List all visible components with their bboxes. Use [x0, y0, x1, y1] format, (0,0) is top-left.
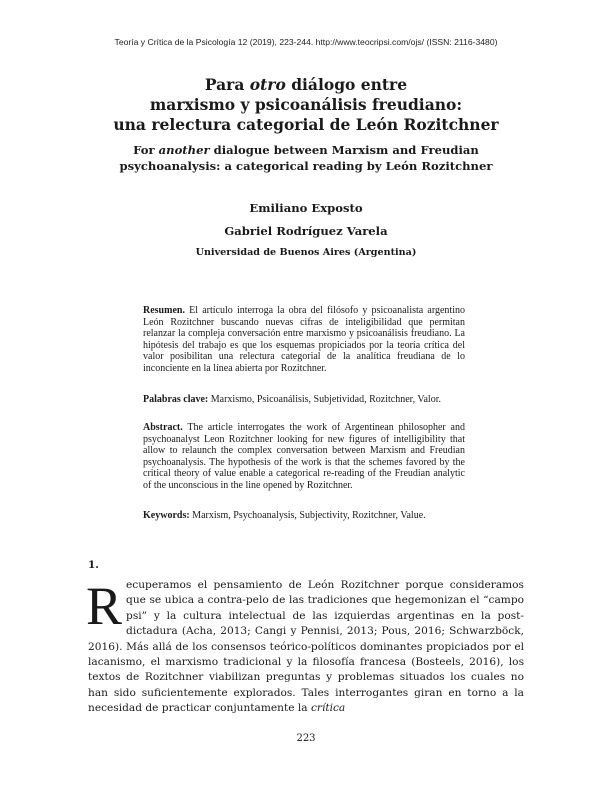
title-en-line-1: [60, 142, 552, 158]
keywords-spanish: [143, 394, 465, 406]
keywords-es-label: Palabras clave:: [143, 394, 209, 405]
page-number: 223: [296, 733, 316, 744]
title-es-line-1-pre: Para: [204, 75, 250, 94]
abstract-es-text: El artículo interroga la obra del filósofo y psicoanalista argentino León Rozitchner buscando nuevas cifras de inteligibilidad que permitan relanzar la compleja conversación entre marxismo y psicoanálisis freudiano. La hipótesis del trabajo es que los esquemas propiciados por la teoría crítica del valor posibilitan una relectura categorial de la analítica freudiana de lo inconciente en la línea abierta por Rozitchner.: [143, 305, 465, 374]
title-en-line-2: psychoanalysis: a categorical reading by León Rozitchner: [119, 159, 493, 173]
drop-cap: R: [86, 576, 123, 636]
title-es-line-1: [60, 75, 552, 95]
title-en-line-1-emphasis: another: [158, 143, 210, 157]
keywords-en-label: Keywords:: [143, 510, 190, 521]
affiliation: Universidad de Buenos Aires (Argentina): [195, 247, 417, 258]
paragraph-1-text: ecuperamos el pensamiento de León Rozitchner porque consideramos que se ubica a contra-pelo de las tradiciones que hegemonizan el “campo psi” y la cultura intelectual de las izquierdas argentinas en la post-dictadura (Acha, 2013; Cangi y Pennisi, 2013; Pous, 2016; Schwarzböck, 2016). Más allá de los consensos teórico-políticos dominantes propiciados por el lacanismo, el marxismo tradicional y la filosofía francesa (Bosteels, 2016), los textos de Rozitchner viabilizan preguntas y problemas situados los cuales no han sido suficientemente explorados. Tales interrogantes giran en torno a la necesidad de practicar conjuntamente la: [88, 579, 524, 715]
keywords-es-text: Marxismo, Psicoanálisis, Subjetividad, Rozitchner, Valor.: [208, 394, 441, 405]
abstract-spanish: [143, 305, 465, 375]
paragraph-1-emphasis: crítica: [310, 702, 346, 715]
article-title-spanish: [60, 75, 552, 135]
abstract-en-label: Abstract.: [143, 422, 183, 433]
title-es-line-3: una relectura categorial de León Rozitchner: [113, 115, 499, 134]
abstract-english: [143, 422, 465, 492]
article-title-english: [60, 142, 552, 174]
author-2: Gabriel Rodríguez Varela: [224, 224, 388, 238]
body-paragraph: [88, 578, 524, 717]
abstract-es-label: Resumen.: [143, 305, 185, 316]
title-es-line-2: marxismo y psicoanálisis freudiano:: [149, 95, 463, 114]
abstract-en-text: The article interrogates the work of Argentinean philosopher and psychoanalyst Leon Rozitchner looking for new figures of intelligibility that allow to relaunch the complex conversation between Marxism and Freudian psychoanalysis. The hypothesis of the work is that the schemes favored by the critical theory of value enable a categorical re-reading of the Freudian analytic of the unconscious in the line opened by Rozitchner.: [143, 422, 465, 491]
title-es-line-1-emphasis: otro: [249, 75, 286, 94]
title-es-line-1-post: diálogo entre: [285, 75, 408, 94]
running-head: Teoría y Crítica de la Psicología 12 (2019), 223-244. http://www.teocripsi.com/ojs/ (ISSN: 2116-3480): [114, 37, 498, 47]
title-en-line-1-pre: For: [133, 143, 159, 157]
title-en-line-1-post: dialogue between Marxism and Freudian: [209, 143, 479, 157]
section-number: 1.: [88, 559, 99, 571]
keywords-english: [143, 510, 465, 522]
keywords-en-text: Marxism, Psychoanalysis, Subjectivity, Rozitchner, Value.: [189, 510, 426, 521]
author-1: Emiliano Exposto: [249, 201, 363, 215]
paragraph-1: [88, 578, 524, 717]
